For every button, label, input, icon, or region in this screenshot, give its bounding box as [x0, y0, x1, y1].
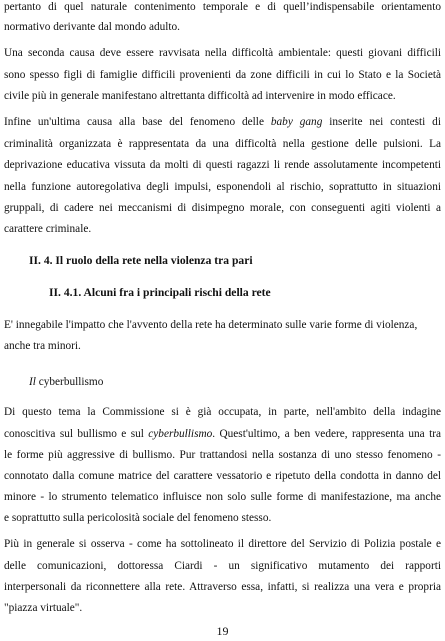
- page-number: 19: [216, 624, 229, 638]
- text-line: civile più in generale manifestano altrettanta difficoltà ad intervenire in modo efficace.: [4, 90, 396, 102]
- text-line: nella funzione autoregolativa degli impulsi, esponendoli al rischio, soprattutto in situazioni: [4, 181, 441, 193]
- text-line: Più in generale si osserva - come ha sottolineato il direttore del Servizio di Polizia postale e: [4, 538, 441, 550]
- text-line: Infine un'ultima causa alla base del fenomeno delle baby gang inserite nei contesti di: [4, 116, 441, 128]
- text-line: connotato dalla comune matrice del carattere vessatorio e ripetuto della condotta in danno del: [4, 470, 441, 482]
- subsection-heading: II. 4.1. Alcuni fra i principali rischi della rete: [49, 286, 271, 299]
- text-line: pertanto di quel naturale contenimento temporale e di quell’indispensabile orientamento: [4, 1, 441, 13]
- text-line: carattere criminale.: [4, 223, 92, 235]
- text-line: e soprattutto sulla pericolosità sociale del fenomeno stesso.: [4, 512, 272, 524]
- text-line: anche tra minori.: [4, 340, 81, 352]
- text-line: minore - lo strumento telematico influisce non solo sulle forme di manifestazione, ma anche: [4, 491, 441, 503]
- text-line: delle comunicazioni, dottoressa Ciardi - un significativo mutamento dei rapporti: [4, 560, 441, 572]
- text-line: criminalità organizzata è rappresentata da una difficoltà nella gestione delle pulsioni. La: [4, 138, 441, 150]
- text-line: Di questo tema la Commissione si è già occupata, in parte, nell'ambito della indagine: [4, 406, 441, 418]
- text-line: le forme più aggressive di bullismo. Pur trattandosi nella sostanza di uno stesso fenomeno -: [4, 449, 441, 461]
- topic-heading: Il cyberbullismo: [29, 376, 104, 388]
- text-line: normativo derivante dal mondo adulto.: [4, 21, 181, 33]
- text-line: sono spesso figli di famiglie difficili provenienti da zone difficili in cui lo Stato e la Società: [4, 69, 441, 81]
- text-line: gruppali, di cadere nei meccanismi di disimpegno morale, con conseguenti agiti violenti a: [4, 202, 441, 214]
- text-line: "piazza virtuale".: [4, 602, 83, 614]
- section-heading: II. 4. Il ruolo della rete nella violenza tra pari: [29, 254, 253, 267]
- text-line: E' innegabile l'impatto che l'avvento della rete ha determinato sulle varie forme di violenza,: [4, 319, 418, 331]
- text-line: Una seconda causa deve essere ravvisata nella difficoltà ambientale: questi giovani difficili: [4, 47, 441, 59]
- text-line: deprivazione educativa vissuta da molti di questi ragazzi li rende assolutamente incompetenti: [4, 159, 441, 171]
- text-line: interpersonali da riconnettere alla rete. Attraverso essa, infatti, si realizza una vera e propria: [4, 581, 441, 593]
- text-line: conoscitiva sul bullismo e sul cyberbullismo. Quest'ultimo, a ben vedere, rappresenta una tra: [4, 428, 441, 440]
